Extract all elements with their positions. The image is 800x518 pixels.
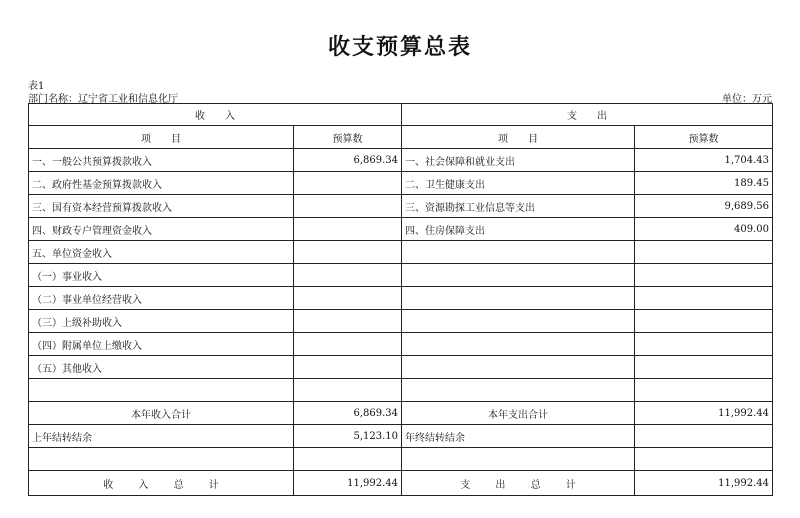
- income-section-header: 收 入: [29, 104, 402, 126]
- income-item-cell: （三）上级补助收入: [29, 310, 294, 333]
- table-row: [29, 241, 773, 264]
- income-value-cell: [294, 287, 402, 310]
- grand-total-row: [29, 471, 773, 496]
- grand-income-label: 收 入 总 计: [29, 471, 294, 496]
- income-value-cell: [294, 264, 402, 287]
- income-budget-header: 预算数: [294, 126, 402, 149]
- income-value-cell: [294, 356, 402, 379]
- expense-value-cell: [635, 379, 773, 402]
- income-item-cell: （五）其他收入: [29, 356, 294, 379]
- expense-value-cell: [635, 333, 773, 356]
- income-item-cell: （四）附属单位上缴收入: [29, 333, 294, 356]
- table-row: [29, 264, 773, 287]
- income-value-cell: [294, 195, 402, 218]
- expense-section-header: 支 出: [402, 104, 773, 126]
- spacer-row: [29, 448, 773, 471]
- table-number: 表1: [28, 81, 45, 92]
- expense-value-cell: [635, 241, 773, 264]
- expense-value-cell: [635, 264, 773, 287]
- year-income-total-value: 6,869.34: [294, 402, 402, 425]
- expense-item-cell: 一、社会保障和就业支出: [402, 149, 635, 172]
- year-expense-total-label: 本年支出合计: [402, 402, 635, 425]
- expense-budget-header: 预算数: [635, 126, 773, 149]
- year-total-row: [29, 402, 773, 425]
- expense-item-cell: [402, 356, 635, 379]
- table-row: [29, 310, 773, 333]
- section-header-row: [29, 104, 773, 126]
- income-value-cell: [294, 310, 402, 333]
- income-item-cell: 三、国有资本经营预算拨款收入: [29, 195, 294, 218]
- table-row: [29, 149, 773, 172]
- income-item-cell: （二）事业单位经营收入: [29, 287, 294, 310]
- expense-value-cell: [635, 287, 773, 310]
- carry-in-value: 5,123.10: [294, 425, 402, 448]
- year-expense-total-value: 11,992.44: [635, 402, 773, 425]
- year-income-total-label: 本年收入合计: [29, 402, 294, 425]
- carry-out-label: 年终结转结余: [402, 425, 635, 448]
- expense-value-cell: [635, 310, 773, 333]
- department-name: 部门名称：辽宁省工业和信息化厅: [28, 94, 178, 105]
- income-value-cell: [294, 172, 402, 195]
- income-item-cell: （一）事业收入: [29, 264, 294, 287]
- carry-over-row: [29, 425, 773, 448]
- income-item-cell: 二、政府性基金预算拨款收入: [29, 172, 294, 195]
- expense-item-cell: [402, 287, 635, 310]
- grand-income-value: 11,992.44: [294, 471, 402, 496]
- expense-value-cell: 409.00: [635, 218, 773, 241]
- income-item-cell: 一、一般公共预算拨款收入: [29, 149, 294, 172]
- expense-value-cell: [635, 356, 773, 379]
- income-item-cell: 四、财政专户管理资金收入: [29, 218, 294, 241]
- page-title: 收支预算总表: [327, 34, 472, 60]
- budget-table: [28, 103, 773, 496]
- unit-label: 单位：万元: [722, 94, 772, 105]
- expense-item-cell: 四、住房保障支出: [402, 218, 635, 241]
- carry-in-label: 上年结转结余: [29, 425, 294, 448]
- expense-item-cell: [402, 264, 635, 287]
- income-value-cell: [294, 333, 402, 356]
- table-row: [29, 379, 773, 402]
- table-row: [29, 195, 773, 218]
- table-row: [29, 287, 773, 310]
- carry-out-value: [635, 425, 773, 448]
- expense-item-cell: [402, 241, 635, 264]
- table-row: [29, 356, 773, 379]
- expense-item-cell: [402, 310, 635, 333]
- expense-item-header: 项 目: [402, 126, 635, 149]
- expense-value-cell: 1,704.43: [635, 149, 773, 172]
- income-item-cell: 五、单位资金收入: [29, 241, 294, 264]
- income-item-cell: [29, 379, 294, 402]
- table-row: [29, 172, 773, 195]
- income-value-cell: [294, 241, 402, 264]
- expense-value-cell: 189.45: [635, 172, 773, 195]
- expense-item-cell: [402, 333, 635, 356]
- table-row: [29, 333, 773, 356]
- income-value-cell: [294, 218, 402, 241]
- table-row: [29, 218, 773, 241]
- expense-item-cell: 二、卫生健康支出: [402, 172, 635, 195]
- expense-item-cell: [402, 379, 635, 402]
- expense-value-cell: 9,689.56: [635, 195, 773, 218]
- income-value-cell: 6,869.34: [294, 149, 402, 172]
- column-header-row: [29, 126, 773, 149]
- income-item-header: 项 目: [29, 126, 294, 149]
- income-value-cell: [294, 379, 402, 402]
- expense-item-cell: 三、资源勘探工业信息等支出: [402, 195, 635, 218]
- grand-expense-value: 11,992.44: [635, 471, 773, 496]
- grand-expense-label: 支 出 总 计: [402, 471, 635, 496]
